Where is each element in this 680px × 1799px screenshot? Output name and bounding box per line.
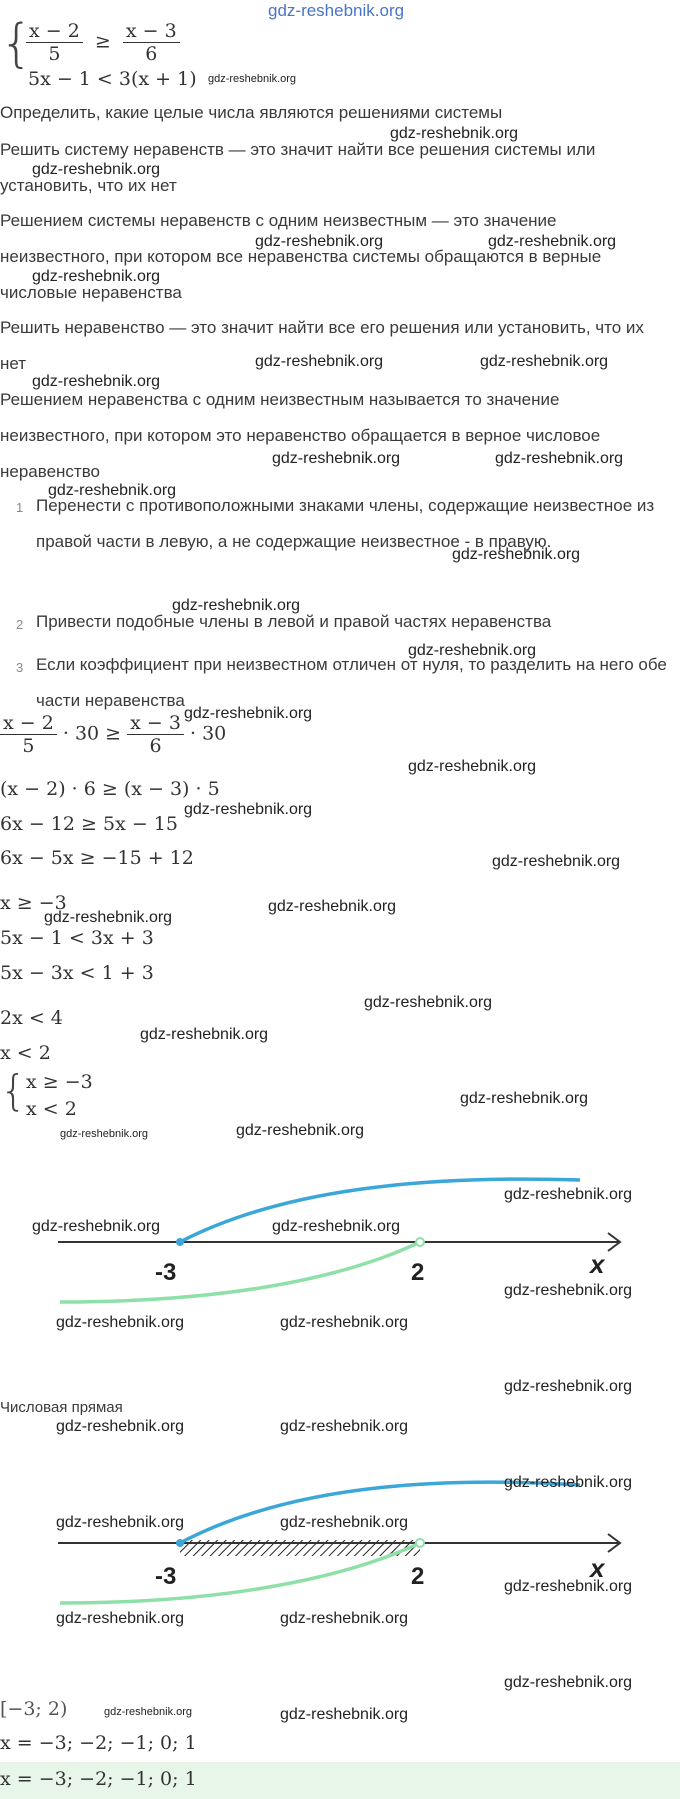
watermark: gdz-reshebnik.org [56, 1514, 185, 1531]
watermark: gdz-reshebnik.org [184, 801, 313, 818]
definition-solution-system: Решением системы неравенств с одним неизвестным — это значение неизвестного, при котором все неравенства системы обращаются в верные числовые неравенства [0, 211, 602, 302]
watermark: gdz-reshebnik.org [280, 1514, 409, 1531]
watermark: gdz-reshebnik.org [390, 125, 519, 142]
watermark: gdz-reshebnik.org [504, 1674, 633, 1691]
point-minus3-filled [176, 1539, 184, 1547]
label-minus3: -3 [155, 1563, 177, 1590]
point-2-open [416, 1238, 424, 1246]
watermark: gdz-reshebnik.org [236, 1122, 365, 1139]
system-brace: { [0, 14, 34, 74]
watermark: gdz-reshebnik.org [364, 994, 493, 1011]
step-item: Привести подобные члены в левой и правой частях неравенства [36, 612, 552, 631]
watermark: gdz-reshebnik.org [280, 1706, 409, 1723]
watermark: gdz-reshebnik.org [408, 758, 537, 775]
solution-line-3: 6x − 12 ≥ 5x − 15 [0, 813, 178, 835]
watermark: gdz-reshebnik.org [56, 1610, 185, 1627]
solution-line-2: (x − 2) · 6 ≥ (x − 3) · 5 [0, 778, 220, 800]
watermark: gdz-reshebnik.org [280, 1610, 409, 1627]
watermark: gdz-reshebnik.org [56, 1418, 185, 1435]
watermark: gdz-reshebnik.org [184, 705, 313, 722]
watermark: gdz-reshebnik.org [504, 1474, 633, 1491]
step-number: 1 [16, 500, 24, 515]
label-2: 2 [411, 1259, 425, 1286]
top-watermark: gdz-reshebnik.org [268, 1, 405, 20]
watermark: gdz-reshebnik.org [56, 1314, 185, 1331]
label-minus3: -3 [155, 1259, 177, 1286]
solution-line-4: 6x − 5x ≥ −15 + 12 [0, 847, 194, 869]
definition-solution-inequality: Решением неравенства с одним неизвестным называется то значение неизвестного, при котором это неравенство обращается в верное числовое неравенство [0, 390, 601, 481]
step-item: Перенести с противоположными знаками члены, содержащие неизвестное из правой части в левую, а не содержащие неизвестное - в правую. [36, 496, 655, 551]
system-inequality-1: $\frac{x - 2}{5}$ ≥ $\frac{x - 3}{6}$ [26, 20, 180, 65]
solution-line-6: 5x − 1 < 3x + 3 [0, 927, 154, 949]
step-number: 3 [16, 660, 24, 675]
watermark: gdz-reshebnik.org [172, 597, 301, 614]
ray-x-lt-2 [60, 1242, 420, 1302]
answer: x = −3; −2; −1; 0; 1 [0, 1768, 197, 1790]
definition-solve-system: Решить систему неравенств — это значит найти все решения системы или установить, что их нет [0, 140, 596, 195]
watermark: gdz-reshebnik.org [255, 353, 384, 370]
number-line-caption: Числовая прямая [0, 1399, 123, 1416]
watermark: gdz-reshebnik.org [32, 373, 161, 390]
solution-interval: [−3; 2) [0, 1698, 68, 1720]
solution-line-5: x ≥ −3 [0, 892, 67, 914]
watermark: gdz-reshebnik.org [48, 482, 177, 499]
solution-line-1: $\frac{x - 2}{5}$ · 30 ≥ $\frac{x - 3}{6}$ · 30 [0, 712, 226, 757]
step-number: 2 [16, 617, 24, 632]
final-system-line-2: x < 2 [26, 1098, 77, 1120]
watermark: gdz-reshebnik.org [44, 909, 173, 926]
watermark: gdz-reshebnik.org [488, 233, 617, 250]
final-system-brace: { [0, 1066, 27, 1115]
watermark: gdz-reshebnik.org [460, 1090, 589, 1107]
watermark: gdz-reshebnik.org [504, 1282, 633, 1299]
watermark: gdz-reshebnik.org [480, 353, 609, 370]
label-x: x [590, 1249, 605, 1279]
solution-line-8: 2x < 4 [0, 1007, 63, 1029]
watermark: gdz-reshebnik.org [268, 898, 397, 915]
watermark: gdz-reshebnik.org [32, 1218, 161, 1235]
definition-solve-inequality: Решить неравенство — это значит найти все его решения или установить, что их нет [0, 318, 644, 373]
label-2: 2 [411, 1563, 425, 1590]
system-inequality-2: 5x − 1 < 3(x + 1) [28, 68, 197, 90]
watermark: gdz-reshebnik.org [32, 161, 161, 178]
watermark: gdz-reshebnik.org [504, 1186, 633, 1203]
watermark: gdz-reshebnik.org [208, 73, 297, 85]
watermark: gdz-reshebnik.org [32, 268, 161, 285]
watermark: gdz-reshebnik.org [255, 233, 384, 250]
point-2-open [416, 1539, 424, 1547]
watermark: gdz-reshebnik.org [504, 1378, 633, 1395]
watermark: gdz-reshebnik.org [492, 853, 621, 870]
watermark: gdz-reshebnik.org [452, 546, 581, 563]
final-system-line-1: x ≥ −3 [26, 1071, 93, 1093]
point-minus3-filled [176, 1238, 184, 1246]
task-text: Определить, какие целые числа являются решениями системы [0, 103, 503, 122]
watermark: gdz-reshebnik.org [408, 642, 537, 659]
solution-line-7: 5x − 3x < 1 + 3 [0, 962, 154, 984]
solution-line-9: x < 2 [0, 1042, 51, 1064]
integer-solutions: x = −3; −2; −1; 0; 1 [0, 1732, 197, 1754]
watermark: gdz-reshebnik.org [504, 1578, 633, 1595]
watermark: gdz-reshebnik.org [272, 1218, 401, 1235]
watermark: gdz-reshebnik.org [280, 1418, 409, 1435]
watermark: gdz-reshebnik.org [280, 1314, 409, 1331]
watermark: gdz-reshebnik.org [140, 1026, 269, 1043]
watermark: gdz-reshebnik.org [60, 1128, 149, 1140]
watermark: gdz-reshebnik.org [272, 450, 401, 467]
step-item: Если коэффициент при неизвестном отличен от нуля, то разделить на него обе части неравенства [36, 655, 667, 710]
watermark: gdz-reshebnik.org [495, 450, 624, 467]
watermark: gdz-reshebnik.org [104, 1706, 193, 1718]
label-x: x [590, 1553, 605, 1583]
